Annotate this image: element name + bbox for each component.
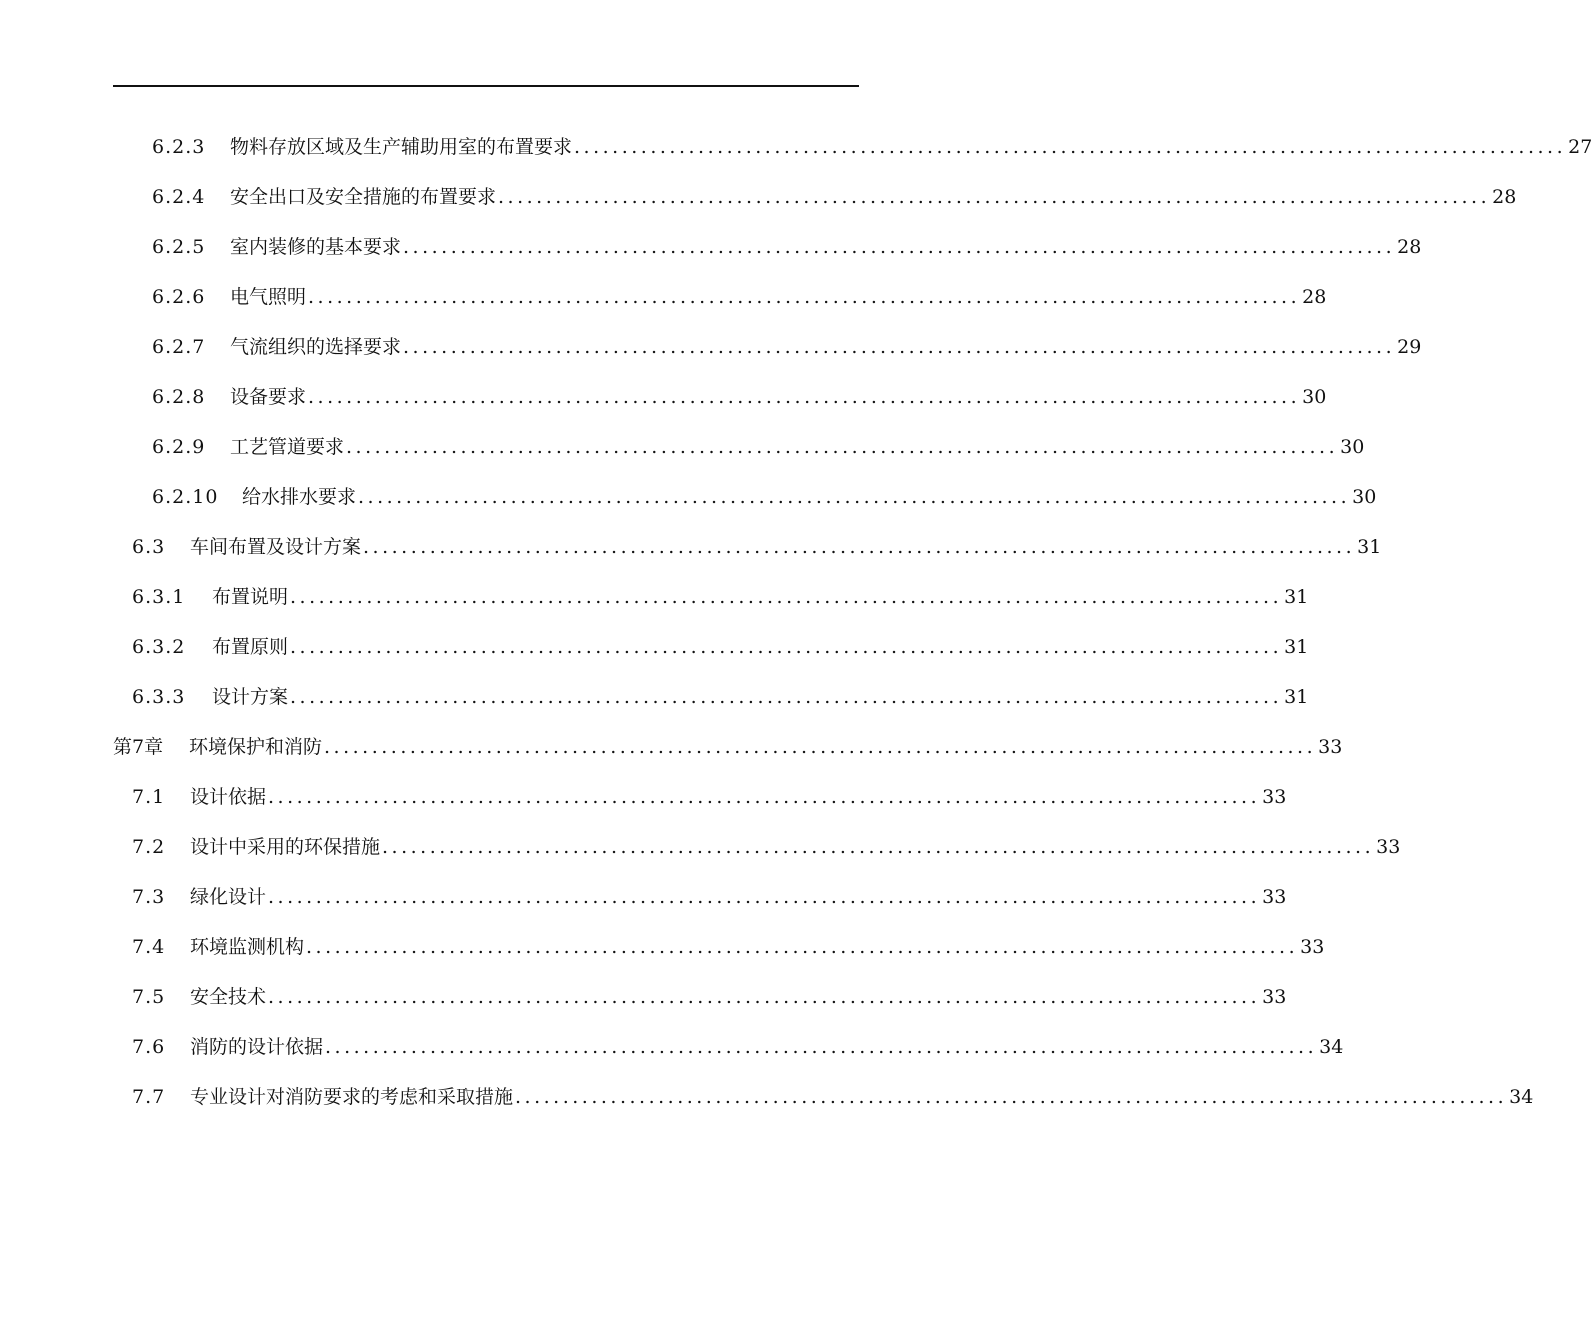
toc-entry[interactable] bbox=[152, 282, 1327, 312]
toc-leader-dots: ........................................................................................................ bbox=[403, 336, 1396, 358]
toc-leader-dots: ........................................................................................................ bbox=[268, 986, 1261, 1008]
toc-entry-title: 安全出口及安全措施的布置要求 bbox=[230, 186, 497, 208]
toc-entry[interactable] bbox=[152, 182, 1517, 212]
toc-entry-title: 电气照明 bbox=[230, 286, 307, 308]
toc-entry-number: 7.6 bbox=[132, 1036, 166, 1058]
toc-entry-title: 物料存放区域及生产辅助用室的布置要求 bbox=[230, 136, 573, 158]
toc-entry-number: 6.2.7 bbox=[152, 336, 206, 358]
toc-entry[interactable] bbox=[132, 682, 1309, 712]
toc-entry-title: 环境监测机构 bbox=[190, 936, 305, 958]
toc-entry-title: 设计方案 bbox=[212, 686, 289, 708]
toc-entry-title: 消防的设计依据 bbox=[190, 1036, 324, 1058]
toc-entry-number: 6.2.6 bbox=[152, 286, 206, 308]
toc-entry-number: 6.2.9 bbox=[152, 436, 206, 458]
toc-entry-page: 33 bbox=[1262, 986, 1287, 1008]
toc-entry-number: 7.2 bbox=[132, 836, 166, 858]
header-rule bbox=[113, 85, 859, 87]
toc-leader-dots: ........................................................................................................ bbox=[358, 486, 1351, 508]
toc-entry-page: 30 bbox=[1340, 436, 1365, 458]
toc-entry[interactable] bbox=[152, 432, 1365, 462]
toc-entry-page: 33 bbox=[1300, 936, 1325, 958]
toc-entry-title: 工艺管道要求 bbox=[230, 436, 345, 458]
toc-leader-dots: ........................................................................................................ bbox=[268, 886, 1261, 908]
toc-entry[interactable] bbox=[152, 132, 1592, 162]
toc-entry-title: 专业设计对消防要求的考虑和采取措施 bbox=[190, 1086, 514, 1108]
toc-entry-number: 7.5 bbox=[132, 986, 166, 1008]
toc-entry-title: 布置说明 bbox=[212, 586, 289, 608]
toc-entry[interactable] bbox=[132, 932, 1325, 962]
toc-entry[interactable] bbox=[132, 532, 1382, 562]
toc-entry-title: 绿化设计 bbox=[190, 886, 267, 908]
toc-entry-title: 环境保护和消防 bbox=[189, 736, 323, 758]
toc-entry-page: 27 bbox=[1568, 136, 1592, 158]
toc-leader-dots: ........................................................................................................ bbox=[325, 1036, 1318, 1058]
toc-entry[interactable] bbox=[132, 632, 1309, 662]
toc-leader-dots: ........................................................................................................ bbox=[308, 286, 1301, 308]
toc-entry-title: 给水排水要求 bbox=[242, 486, 357, 508]
toc-leader-dots: ........................................................................................................ bbox=[290, 586, 1283, 608]
toc-entry-number: 6.2.4 bbox=[152, 186, 206, 208]
toc-leader-dots: ........................................................................................................ bbox=[306, 936, 1299, 958]
toc-entry-title: 设备要求 bbox=[230, 386, 307, 408]
toc-leader-dots: ........................................................................................................ bbox=[308, 386, 1301, 408]
toc-entry-title: 布置原则 bbox=[212, 636, 289, 658]
toc-leader-dots: ........................................................................................................ bbox=[363, 536, 1356, 558]
toc-entry[interactable] bbox=[152, 232, 1422, 262]
toc-leader-dots: ........................................................................................................ bbox=[515, 1086, 1508, 1108]
toc-entry-page: 30 bbox=[1302, 386, 1327, 408]
toc-leader-dots: ........................................................................................................ bbox=[403, 236, 1396, 258]
toc-entry-page: 34 bbox=[1319, 1036, 1344, 1058]
toc-leader-dots: ........................................................................................................ bbox=[574, 136, 1567, 158]
toc-entry-title: 室内装修的基本要求 bbox=[230, 236, 402, 258]
toc-entry-number: 6.2.5 bbox=[152, 236, 206, 258]
toc-entry[interactable] bbox=[132, 832, 1401, 862]
toc-entry-page: 34 bbox=[1509, 1086, 1534, 1108]
toc-leader-dots: ........................................................................................................ bbox=[324, 736, 1317, 758]
toc-entry-page: 31 bbox=[1357, 536, 1382, 558]
toc-entry[interactable] bbox=[132, 582, 1309, 612]
toc-entry-number: 7.1 bbox=[132, 786, 166, 808]
toc-entry-title: 设计依据 bbox=[190, 786, 267, 808]
toc-entry-page: 31 bbox=[1284, 636, 1309, 658]
toc-entry-page: 28 bbox=[1302, 286, 1327, 308]
toc-entry-number: 6.2.10 bbox=[152, 486, 219, 508]
toc-entry[interactable] bbox=[132, 982, 1287, 1012]
toc-entry[interactable] bbox=[132, 782, 1287, 812]
toc-entry-page: 31 bbox=[1284, 586, 1309, 608]
toc-entry-number: 7.3 bbox=[132, 886, 166, 908]
toc-entry-page: 31 bbox=[1284, 686, 1309, 708]
toc-entry-number: 6.2.8 bbox=[152, 386, 206, 408]
toc-leader-dots: ........................................................................................................ bbox=[268, 786, 1261, 808]
toc-chapter-entry[interactable] bbox=[113, 732, 1343, 762]
toc-entry[interactable] bbox=[132, 1082, 1534, 1112]
toc-leader-dots: ........................................................................................................ bbox=[346, 436, 1339, 458]
toc-entry-page: 33 bbox=[1376, 836, 1401, 858]
toc-entry[interactable] bbox=[132, 882, 1287, 912]
toc-entry[interactable] bbox=[152, 382, 1327, 412]
toc-entry-number: 7.4 bbox=[132, 936, 166, 958]
toc-entry-page: 33 bbox=[1318, 736, 1343, 758]
toc-entry-number: 7.7 bbox=[132, 1086, 166, 1108]
toc-entry-title: 安全技术 bbox=[190, 986, 267, 1008]
toc-entry-number: 6.3.3 bbox=[132, 686, 186, 708]
toc-leader-dots: ........................................................................................................ bbox=[290, 636, 1283, 658]
toc-entry-number: 第7章 bbox=[113, 736, 164, 758]
toc-entry-number: 6.3.1 bbox=[132, 586, 186, 608]
toc-entry-title: 设计中采用的环保措施 bbox=[190, 836, 381, 858]
toc-entry[interactable] bbox=[152, 332, 1422, 362]
toc-entry-page: 33 bbox=[1262, 786, 1287, 808]
toc-leader-dots: ........................................................................................................ bbox=[290, 686, 1283, 708]
toc-entry[interactable] bbox=[132, 1032, 1344, 1062]
toc-entry-number: 6.3 bbox=[132, 536, 166, 558]
toc-leader-dots: ........................................................................................................ bbox=[498, 186, 1491, 208]
toc-entry-title: 车间布置及设计方案 bbox=[190, 536, 362, 558]
toc-entry-page: 28 bbox=[1492, 186, 1517, 208]
toc-entry-page: 30 bbox=[1352, 486, 1377, 508]
toc-entry-number: 6.2.3 bbox=[152, 136, 206, 158]
toc-entry[interactable] bbox=[152, 482, 1377, 512]
toc-entry-page: 29 bbox=[1397, 336, 1422, 358]
toc-entry-page: 33 bbox=[1262, 886, 1287, 908]
toc-entry-page: 28 bbox=[1397, 236, 1422, 258]
toc-leader-dots: ........................................................................................................ bbox=[382, 836, 1375, 858]
toc-entry-title: 气流组织的选择要求 bbox=[230, 336, 402, 358]
toc-entry-number: 6.3.2 bbox=[132, 636, 186, 658]
